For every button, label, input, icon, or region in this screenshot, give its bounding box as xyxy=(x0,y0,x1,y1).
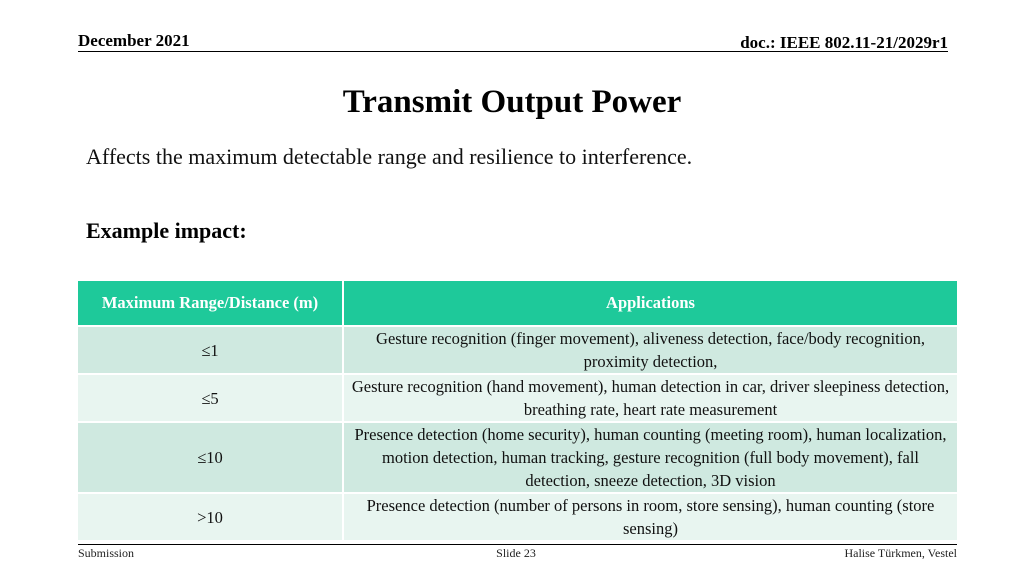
range-cell: ≤1 xyxy=(78,326,343,374)
range-cell: >10 xyxy=(78,493,343,540)
table-row xyxy=(78,493,957,540)
header-date: December 2021 xyxy=(78,31,190,50)
slide-title: Transmit Output Power xyxy=(342,84,682,120)
impact-table xyxy=(78,281,957,540)
footer-slide-number: Slide 23 xyxy=(496,546,536,560)
range-cell: ≤10 xyxy=(78,422,343,493)
applications-cell: Gesture recognition (hand movement), human detection in car, driver sleepiness detection, breathing rate, heart rate measurement xyxy=(343,374,957,422)
header-applications: Applications xyxy=(343,281,957,326)
header-range: Maximum Range/Distance (m) xyxy=(78,281,343,326)
range-cell: ≤5 xyxy=(78,374,343,422)
header-doc-id: doc.: IEEE 802.11-21/2029r1 xyxy=(740,33,948,52)
table-row xyxy=(78,374,957,422)
footer-author: Halise Türkmen, Vestel xyxy=(844,546,957,560)
footer-submission: Submission xyxy=(78,546,135,560)
applications-cell: Presence detection (home security), human counting (meeting room), human localization, motion detection, human tracking, gesture recognition (full body movement), fall detection, sneeze detection, 3D vision xyxy=(343,422,957,493)
applications-cell: Gesture recognition (finger movement), aliveness detection, face/body recognition, proximity detection, xyxy=(343,326,957,374)
example-impact-heading: Example impact: xyxy=(86,218,247,243)
table-row xyxy=(78,326,957,374)
intro-text: Affects the maximum detectable range and resilience to interference. xyxy=(86,144,693,169)
footer-divider xyxy=(78,544,957,545)
table-header-row xyxy=(78,281,957,326)
header-divider xyxy=(78,51,948,52)
applications-cell: Presence detection (number of persons in room, store sensing), human counting (store sensing) xyxy=(343,493,957,540)
table-row xyxy=(78,422,957,493)
